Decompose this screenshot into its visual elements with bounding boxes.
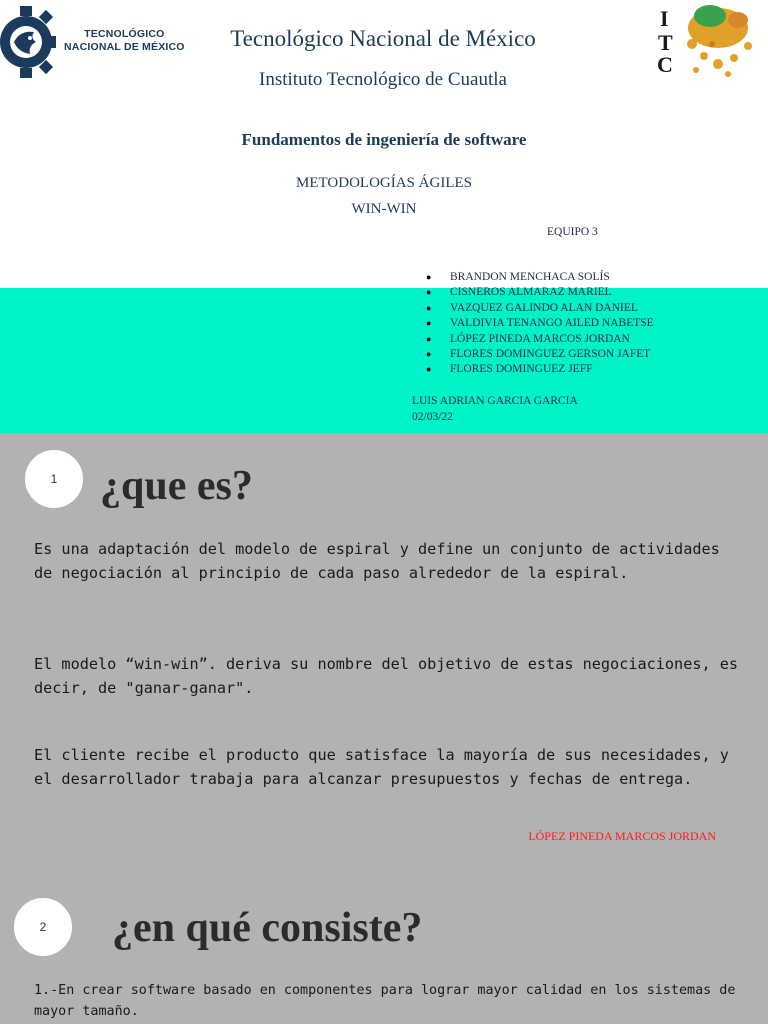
institution-name: Tecnológico Nacional de México	[230, 26, 536, 51]
tecnm-logo-text	[64, 28, 185, 54]
slide-number-badge	[14, 898, 72, 956]
list-item: ● FLORES DOMINGUEZ GERSON JAFET	[410, 347, 654, 362]
team-label: EQUIPO 3	[547, 226, 598, 238]
paragraph: Es una adaptación del modelo de espiral y define un conjunto de actividades de negociación al principio de cada paso alrededor de la espiral.	[34, 540, 720, 582]
list-item: ● CISNEROS ALMARAZ MARIEL	[410, 285, 654, 300]
list-item: ● BRANDON MENCHACA SOLÍS	[410, 270, 654, 285]
teacher-name: LUIS ADRIAN GARCIA GARCIA	[412, 395, 578, 407]
paragraph: 1.-En crear software basado en componentes para lograr mayor calidad en los sistemas de mayor tamaño.	[34, 983, 736, 1019]
paragraph: El cliente recibe el producto que satisface la mayoría de sus necesidades, y el desarrollador trabaja para alcanzar presupuestos y fechas de entrega.	[34, 746, 729, 788]
logo-text-line: NACIONAL DE MÉXICO	[64, 41, 185, 53]
slide-number: 2	[39, 920, 47, 934]
slide-number: 1	[50, 472, 58, 486]
paragraph: El modelo “win-win”. deriva su nombre del objetivo de estas negociaciones, es decir, de "ganar-ganar".	[34, 655, 739, 697]
list-item: ● VALDIVIA TENANGO AILED NABETSE	[410, 316, 654, 331]
slide-title: ¿en qué consiste?	[112, 905, 423, 951]
topic-subtitle: WIN-WIN	[351, 201, 417, 217]
list-item: ● FLORES DOMINGUEZ JEFF	[410, 362, 654, 377]
course-name: Fundamentos de ingeniería de software	[241, 130, 527, 149]
itc-letter-i: I	[660, 6, 669, 31]
author-credit: LÓPEZ PINEDA MARCOS JORDAN	[528, 829, 716, 843]
list-item: ● VAZQUEZ GALINDO ALAN DANIEL	[410, 301, 654, 316]
itc-logo	[652, 0, 768, 84]
members-list	[410, 270, 654, 378]
logo-text-line: TECNOLÓGICO	[84, 28, 165, 40]
campus-name: Instituto Tecnológico de Cuautla	[259, 69, 507, 90]
itc-letter-c: C	[657, 52, 673, 77]
topic-title: METODOLOGÍAS ÁGILES	[296, 175, 472, 191]
itc-letter-t: T	[658, 30, 673, 55]
list-item: ● LÓPEZ PINEDA MARCOS JORDAN	[410, 332, 654, 347]
slide-number-badge	[25, 450, 83, 508]
slide-title: ¿que es?	[100, 463, 253, 509]
cover-date: 02/03/22	[412, 411, 453, 423]
itc-emblem-icon	[652, 0, 768, 84]
